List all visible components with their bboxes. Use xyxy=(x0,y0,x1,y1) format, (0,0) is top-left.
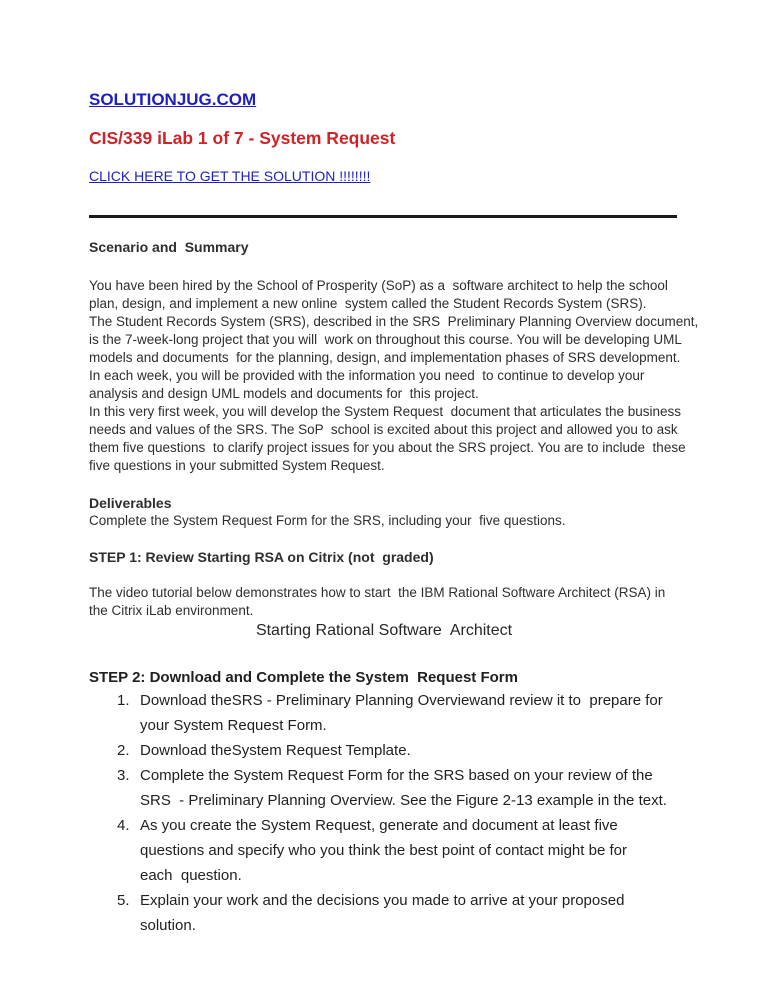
deliverables-paragraph xyxy=(89,512,679,530)
list-item-number: 3. xyxy=(117,767,130,784)
list-item-text xyxy=(140,888,679,938)
scenario-paragraph xyxy=(89,277,699,475)
text-line: analysis and design UML models and documents for this project. xyxy=(89,386,479,401)
text-line: models and documents for the planning, design, and implementation phases of SRS development. xyxy=(89,350,681,365)
site-title-link[interactable]: SOLUTIONJUG.COM xyxy=(89,90,257,109)
list-item xyxy=(89,688,679,738)
text-line: solution. xyxy=(140,917,196,934)
text-line: Complete the System Request Form for the SRS, including your five questions. xyxy=(89,513,566,528)
step1-paragraph xyxy=(89,584,679,620)
text-line: Download theSystem Request Template. xyxy=(140,742,411,759)
text-line: five questions in your submitted System Request. xyxy=(89,458,385,473)
text-line: needs and values of the SRS. The SoP school is excited about this project and allowed you to ask xyxy=(89,422,678,437)
list-item-text xyxy=(140,738,679,763)
text-line: your System Request Form. xyxy=(140,717,327,734)
list-item xyxy=(89,738,679,763)
text-line: SRS - Preliminary Planning Overview. See the Figure 2-13 example in the text. xyxy=(140,792,667,809)
text-line: them five questions to clarify project issues for you about the SRS project. You are to include these xyxy=(89,440,686,455)
divider-rule xyxy=(89,215,677,218)
text-line: As you create the System Request, generate and document at least five xyxy=(140,817,618,834)
list-item-text xyxy=(140,763,679,813)
text-line: the Citrix iLab environment. xyxy=(89,603,254,618)
solution-link[interactable]: CLICK HERE TO GET THE SOLUTION !!!!!!!! xyxy=(89,168,371,184)
list-item xyxy=(89,813,679,888)
deliverables-heading: Deliverables xyxy=(89,495,172,511)
step2-numbered-list xyxy=(89,688,679,938)
text-line: In each week, you will be provided with the information you need to continue to develop your xyxy=(89,368,645,383)
text-line: The Student Records System (SRS), described in the SRS Preliminary Planning Overview document, xyxy=(89,314,699,329)
document-page xyxy=(89,0,699,938)
text-line: You have been hired by the School of Prosperity (SoP) as a software architect to help the school xyxy=(89,278,668,293)
doc-title: CIS/339 iLab 1 of 7 - System Request xyxy=(89,128,396,148)
list-item xyxy=(89,888,679,938)
step2-heading: STEP 2: Download and Complete the System Request Form xyxy=(89,669,518,686)
list-item-number: 5. xyxy=(117,892,130,909)
text-line: Explain your work and the decisions you made to arrive at your proposed xyxy=(140,892,625,909)
list-item-text xyxy=(140,813,679,888)
list-item xyxy=(89,763,679,813)
video-caption: Starting Rational Software Architect xyxy=(255,622,513,639)
text-line: each question. xyxy=(140,867,242,884)
list-item-number: 4. xyxy=(117,817,130,834)
text-line: In this very first week, you will develop the System Request document that articulates the business xyxy=(89,404,682,419)
list-item-text xyxy=(140,688,679,738)
list-item-number: 2. xyxy=(117,742,130,759)
text-line: plan, design, and implement a new online system called the Student Records System (SRS). xyxy=(89,296,647,311)
text-line: is the 7-week-long project that you will work on throughout this course. You will be developing UML xyxy=(89,332,682,347)
step1-heading: STEP 1: Review Starting RSA on Citrix (not graded) xyxy=(89,549,434,565)
text-line: The video tutorial below demonstrates how to start the IBM Rational Software Architect (RSA) in xyxy=(89,585,666,600)
scenario-heading: Scenario and Summary xyxy=(89,239,249,255)
text-line: questions and specify who you think the best point of contact might be for xyxy=(140,842,627,859)
text-line: Download theSRS - Preliminary Planning Overviewand review it to prepare for xyxy=(140,692,663,709)
list-item-number: 1. xyxy=(117,692,130,709)
text-line: Complete the System Request Form for the SRS based on your review of the xyxy=(140,767,653,784)
